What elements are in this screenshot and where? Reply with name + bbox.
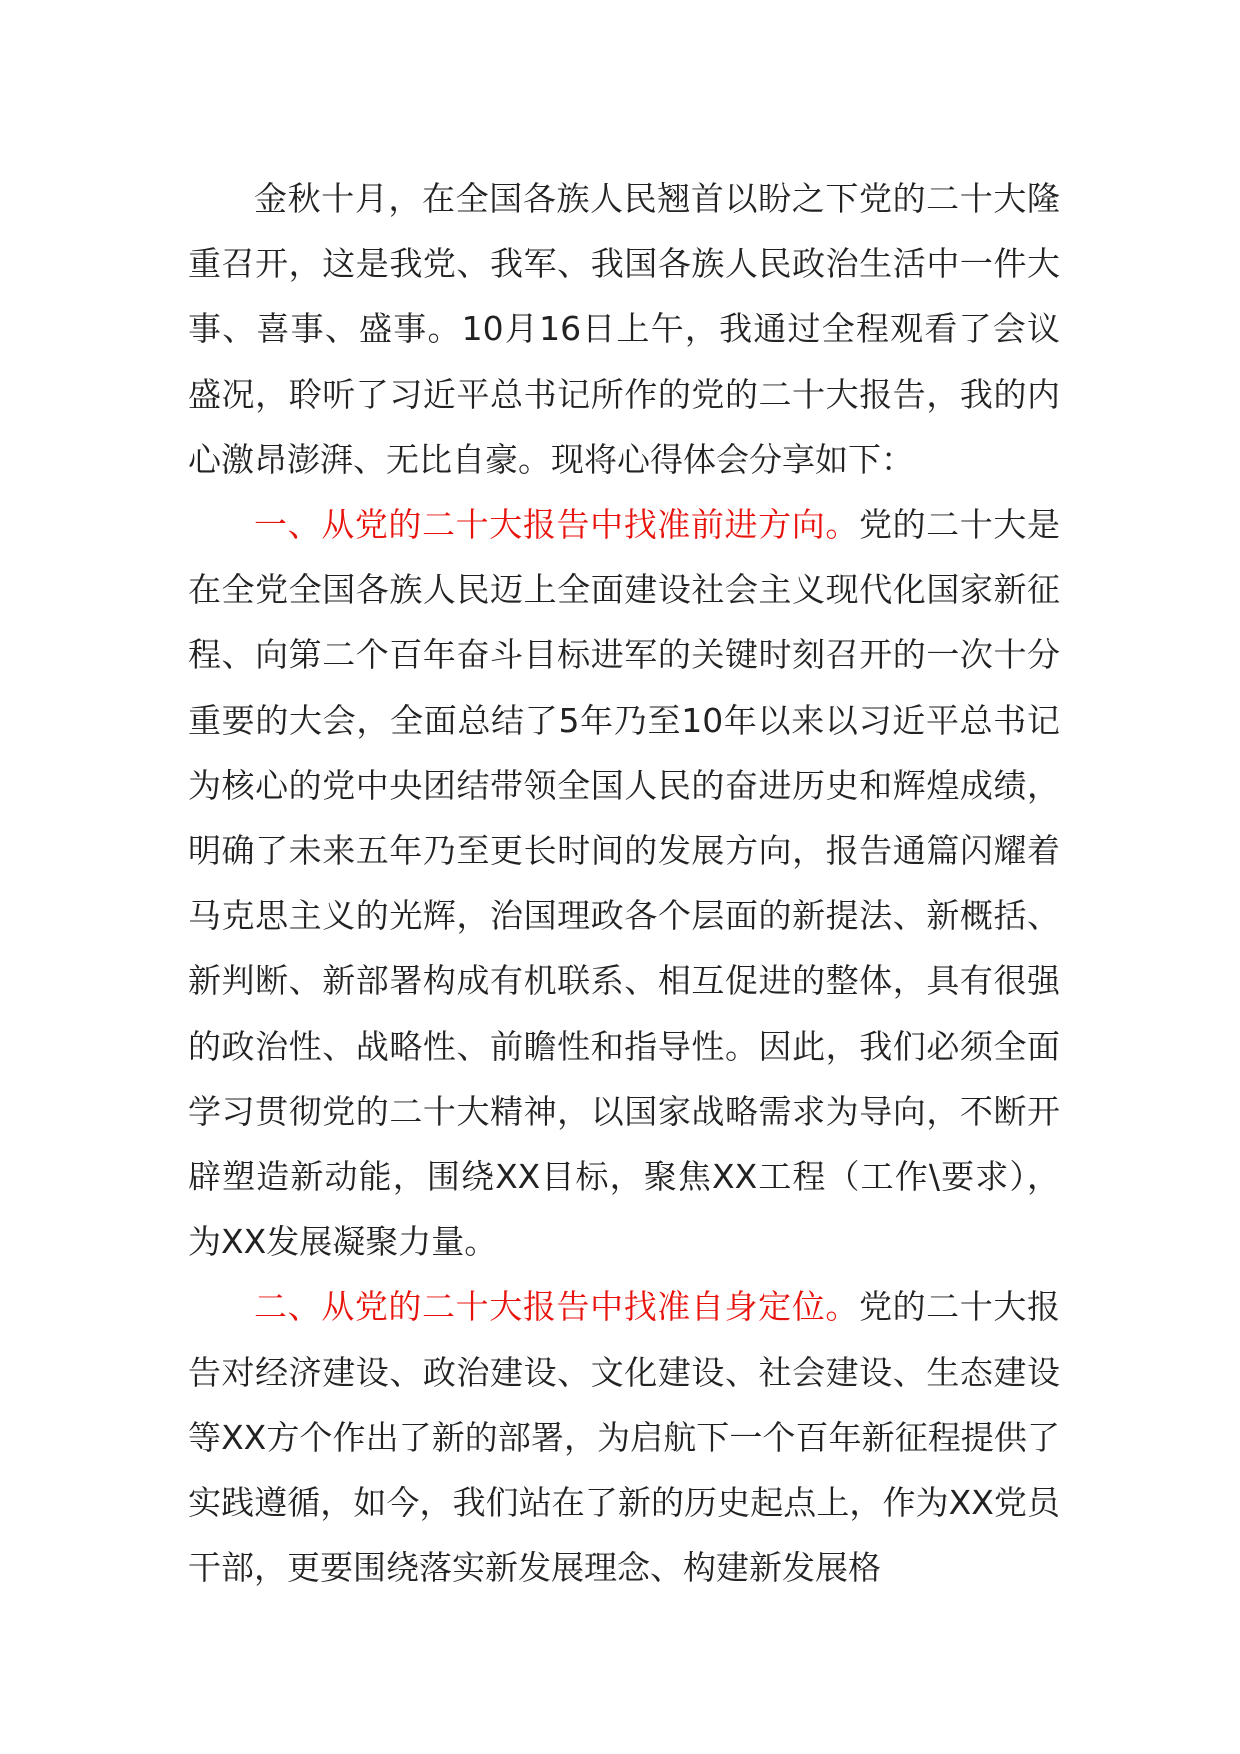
intro-text: 金秋十月，在全国各族人民翘首以盼之下党的二十大隆重召开，这是我党、我军、我国各族人民政治生活中一件大事、喜事、盛事。10月16日上午，我通过全程观看了会议盛况，聆听了习近平总书记所作的党的二十大报告，我的内心激昂澎湃、无比自豪。现将心得体会分享如下： (188, 179, 1060, 479)
document-body (188, 166, 1060, 1600)
section-one-heading: 一、从党的二十大报告中找准前进方向。 (254, 505, 859, 545)
section-two-text: 党的二十大报告对经济建设、政治建设、文化建设、社会建设、生态建设等XX方个作出了新的部署，为启航下一个百年新征程提供了实践遵循，如今，我们站在了新的历史起点上，作为XX党员干部，更要围绕落实新发展理念、构建新发展格 (188, 1287, 1061, 1588)
section-one-paragraph (188, 492, 1060, 1274)
section-two-heading: 二、从党的二十大报告中找准自身定位。 (254, 1287, 859, 1327)
section-one-text: 党的二十大是在全党全国各族人民迈上全面建设社会主义现代化国家新征程、向第二个百年奋斗目标进军的关键时刻召开的一次十分重要的大会，全面总结了5年乃至10年以来以习近平总书记为核心的党中央团结带领全国人民的奋进历史和辉煌成绩，明确了未来五年乃至更长时间的发展方向，报告通篇闪耀着马克思主义的光辉，治国理政各个层面的新提法、新概括、新判断、新部署构成有机联系、相互促进的整体，具有很强的政治性、战略性、前瞻性和指导性。因此，我们必须全面学习贯彻党的二十大精神，以国家战略需求为导向，不断开辟塑造新动能，围绕XX目标，聚焦XX工程（工作\要求），为XX发展凝聚力量。 (188, 505, 1061, 1262)
intro-paragraph (188, 166, 1060, 492)
section-two-paragraph (188, 1274, 1060, 1600)
